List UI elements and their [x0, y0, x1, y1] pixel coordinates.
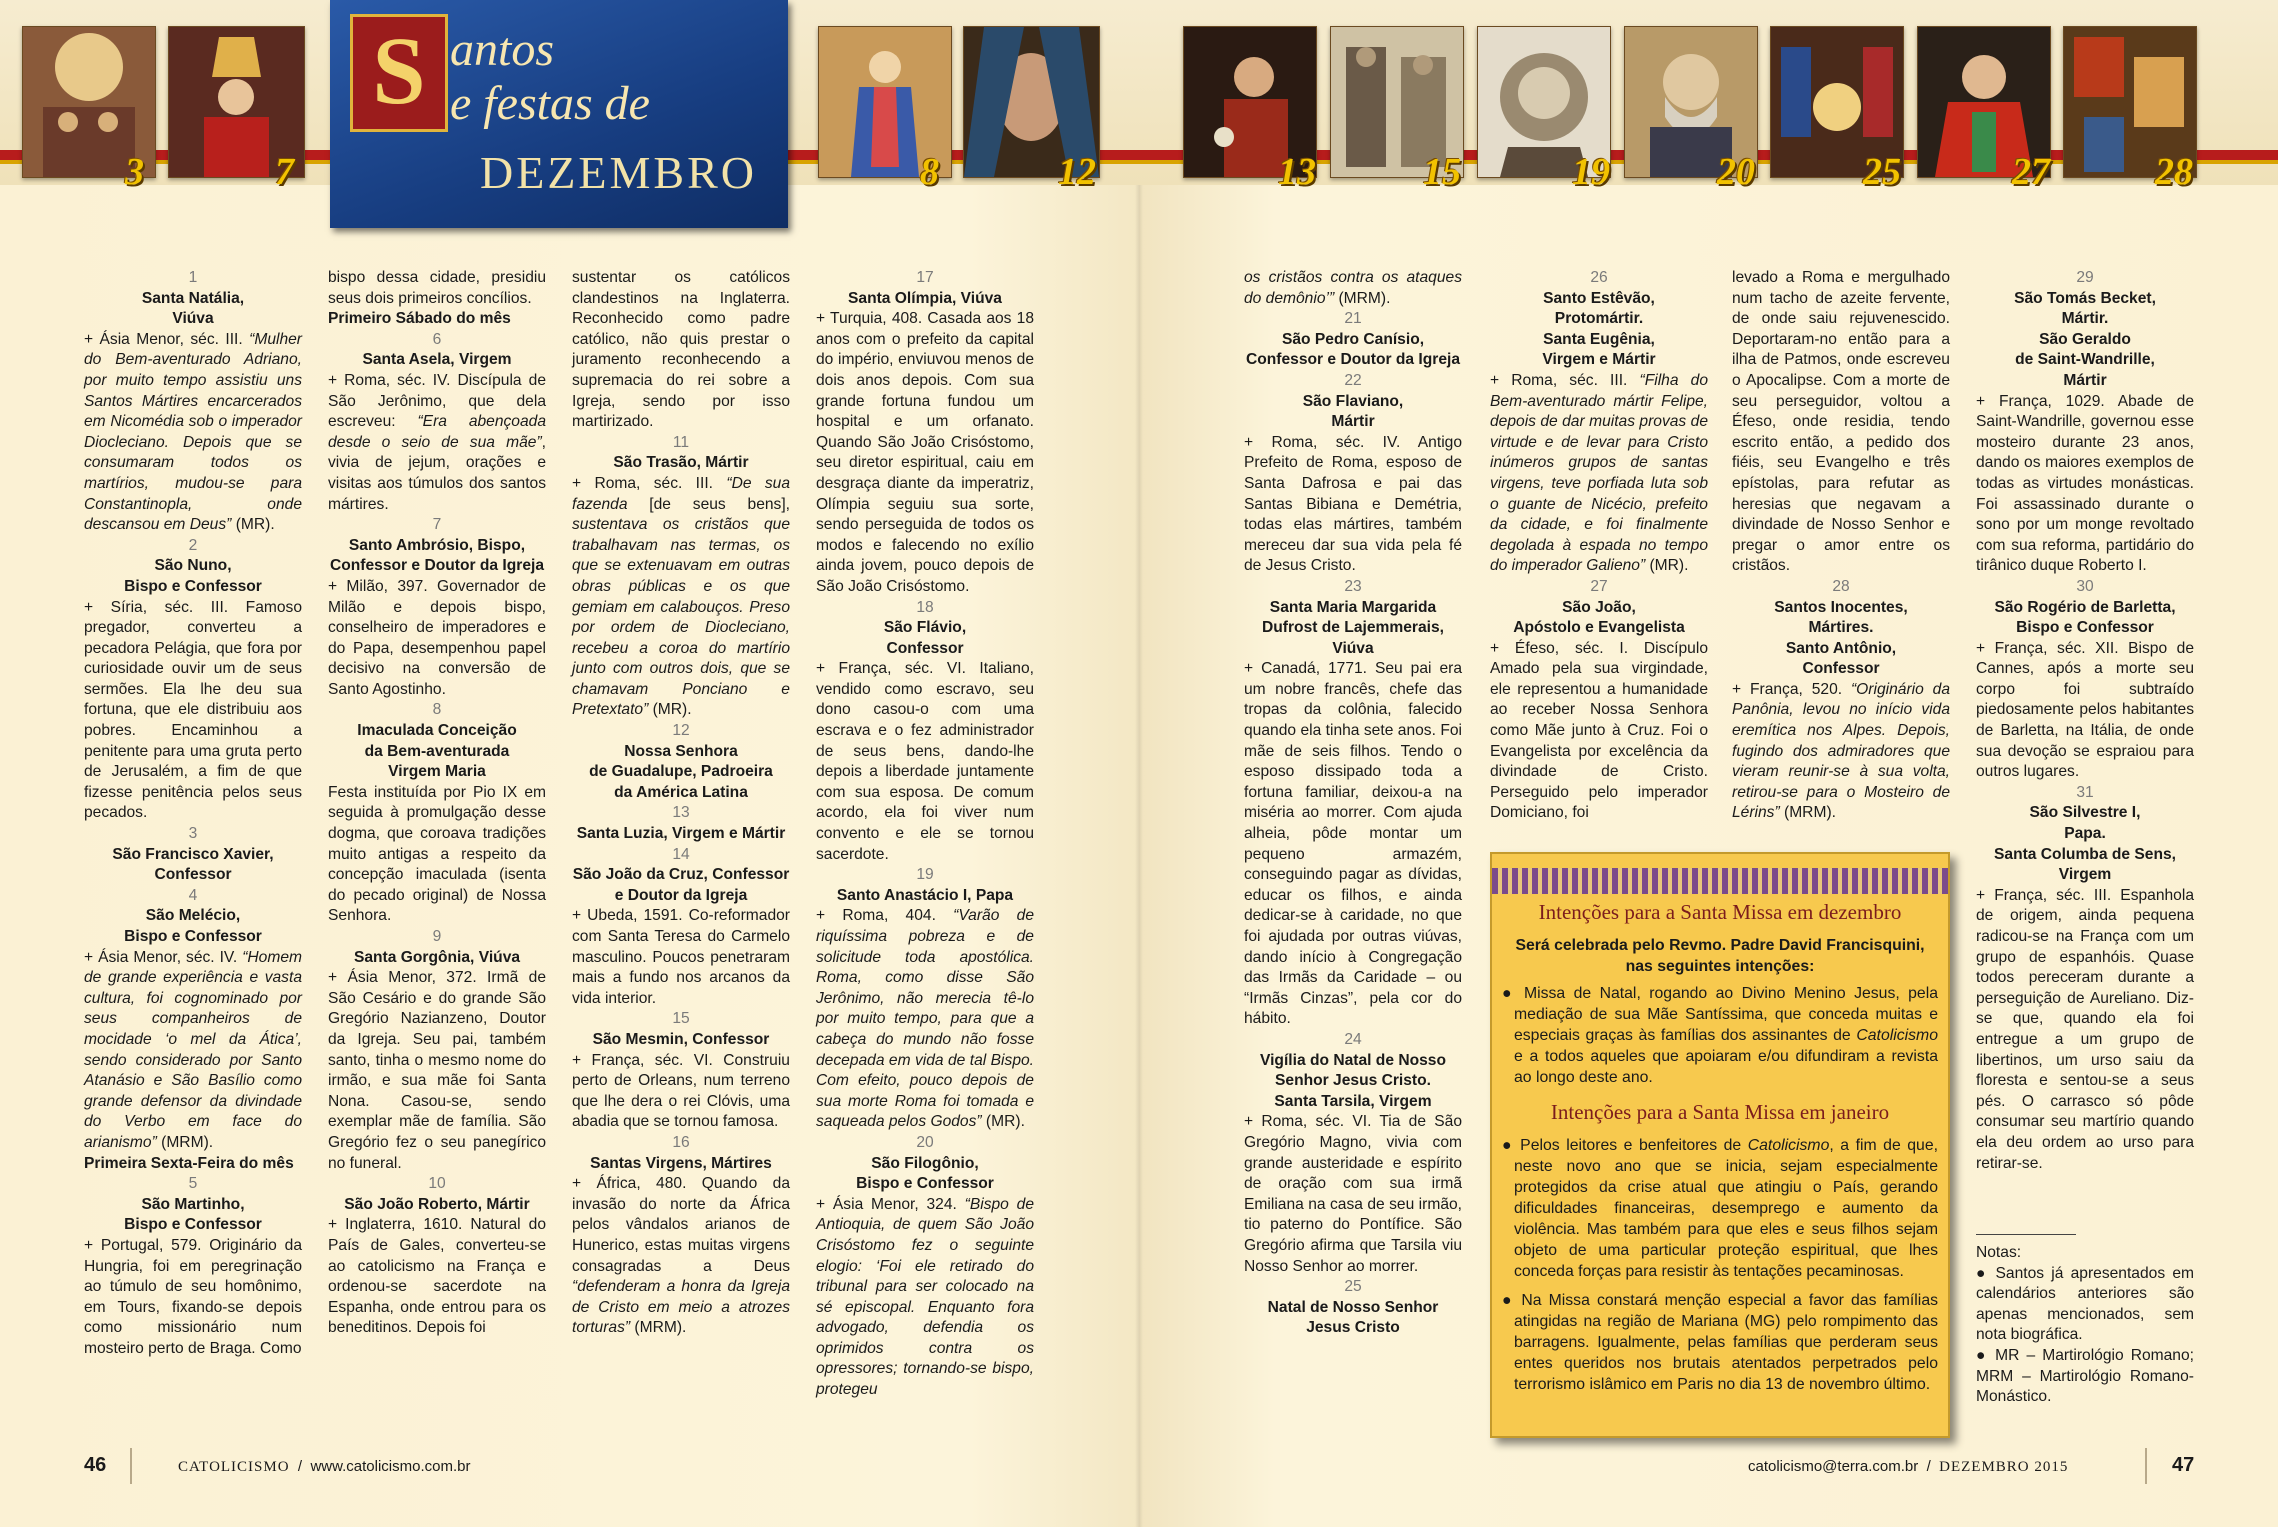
- day-number: 28: [1832, 577, 1850, 595]
- day-number: 12: [672, 722, 690, 740]
- calendar-column: [1490, 268, 1708, 824]
- day-number: 25: [1344, 1278, 1362, 1296]
- saint-bio: + Inglaterra, 1610. Natural do País de Gales, converteu-se ao catolicismo na França e ordenou-se sacerdote na Espanha, onde entrou para os beneditinos. Depois foi: [328, 1216, 546, 1337]
- page-gutter: [1135, 0, 1143, 1527]
- saint-name: São João, Apóstolo e Evangelista: [1513, 598, 1685, 637]
- saint-name: São Flávio, Confessor: [883, 619, 967, 657]
- day-number: 22: [1344, 371, 1362, 389]
- date-label: 20: [1717, 151, 1755, 193]
- box-lead: Será celebrada pelo Revmo. Padre David Francisquini, nas seguintes intenções:: [1515, 937, 1925, 975]
- saint-name: São Mesmin, Confessor: [592, 1030, 770, 1048]
- saint-name: Nossa Senhora de Guadalupe, Padroeira da América Latina: [589, 742, 773, 801]
- saint-name: Imaculada Conceição da Bem-aventurada Virgem Maria: [357, 722, 517, 781]
- email-link[interactable]: catolicismo@terra.com.br: [1748, 1458, 1919, 1475]
- saint-name: Santa Gorgônia, Viúva: [353, 948, 521, 966]
- saint-name: Santos Inocentes, Mártires. Santo Antônio, Confessor: [1774, 598, 1908, 678]
- saint-name: São Francisco Xavier, Confessor: [112, 845, 274, 884]
- saint-name: Santa Asela, Virgem: [362, 351, 512, 369]
- saint-name: Santo Anastácio I, Papa: [836, 886, 1014, 904]
- day-number: 18: [916, 598, 934, 616]
- saint-bio: + Milão, 397. Governador de Milão e depois bispo, conselheiro de imperadores e do Papa, desempenhou papel decisivo na conversão de Santo Agostinho.: [328, 577, 546, 698]
- calendar-column: [816, 268, 1034, 1401]
- saint-name: São Rogério de Barletta, Bispo e Confessor: [1994, 598, 2176, 637]
- saint-name: Santa Maria Margarida Dufrost de Lajemmerais, Viúva: [1262, 598, 1444, 657]
- title-month: DEZEMBRO: [480, 147, 757, 198]
- day-number: 16: [672, 1133, 690, 1151]
- saint-bio: + Roma, 404. “Varão de riquíssima pobreza e de solicitude toda apostólica. Roma, como disse São Jerônimo, não merecia tê-lo por muito tempo, para que a cabeça do mundo não fosse decepada em vida de tal Bispo. Com efeito, pouco depois de sua morte Roma foi tomada e saqueada pelos Godos” (MR).: [816, 907, 1035, 1131]
- calendar-column: [328, 268, 546, 1339]
- day-number: 2: [188, 536, 198, 554]
- calendar-column: [84, 268, 302, 1359]
- illuminated-initial: S: [350, 14, 448, 132]
- saint-name: São Silvestre I, Papa. Santa Columba de Sens, Virgem: [1994, 804, 2176, 884]
- decorative-border: [1492, 868, 1948, 894]
- saint-name: Santa Natália, Viúva: [141, 289, 245, 328]
- saint-bio: + Ásia Menor, séc. IV. “Homem de grande experiência e vasta cultura, foi cognominado por seus companheiros de mocidade ‘o mel da Ática’, sendo considerado por Santo Atanásio e São Basílio como grande defensor da divindade do Verbo em face do arianismo” (MRM). Primeira Sexta-Feira do mês: [84, 948, 302, 1172]
- page-number-right: 47: [2172, 1454, 2195, 1476]
- saint-name: São Trasão, Mártir: [613, 454, 749, 472]
- day-number: 29: [2076, 269, 2094, 286]
- day-number: 7: [432, 516, 442, 534]
- calendar-column: [1732, 268, 1950, 824]
- date-label: 28: [2155, 151, 2193, 193]
- issue-date: DEZEMBRO 2015: [1939, 1459, 2069, 1475]
- day-number: 5: [188, 1175, 198, 1193]
- saint-bio: + Ásia Menor, 372. Irmã de São Cesário e do grande São Gregório Nazianzeno, Doutor da Igreja. Seu pai, também santo, tinha o mesmo nome do irmão, e sua mãe foi Santa Nona. Casou-se, sendo exemplar mãe de família. São Gregório fez o seu panegírico no funeral.: [328, 969, 546, 1172]
- saint-bio: + Turquia, 408. Casada aos 18 anos com o prefeito da capital do império, enviuvou menos de dois anos depois. Com sua grande fortuna fundou um hospital e um orfanato. Quando São João Crisóstomo, seu diretor espiritual, caiu em desgraça diante da imperatriz, Olímpia seguiu sua sorte, sendo perseguida de todos os modos e falecendo no exílio ainda jovem, pouco depois de São João Crisóstomo.: [816, 310, 1034, 595]
- day-number: 20: [916, 1133, 934, 1151]
- footer-divider: [130, 1448, 132, 1484]
- footer-separator: /: [1926, 1458, 1931, 1475]
- calendar-column: [1976, 268, 2194, 1174]
- saint-bio: + Roma, séc. IV. Discípula de São Jerônimo, que dela escreveu: “Era abençoada desde o seio de sua mãe”, vivia de jejum, orações e visitas aos túmulos dos santos mártires.: [328, 371, 546, 513]
- saint-bio: + Canadá, 1771. Seu pai era um nobre francês, chefe das tropas da colônia, falecido quando ela tinha sete anos. Foi mãe de seis filhos. Tendo o esposo dissipado toda a fortuna familiar, deixou-a na miséria ao morrer. Com ajuda alheia, pôde montar um pequeno armazém, conseguindo pagar as dívidas, educar os filhos, e ainda dedicar-se à caridade, no que foi ajudada por outras viúvas, dando início à Congregação das Irmãs da Caridade – ou “Irmãs Cinzas”, pela cor do hábito.: [1244, 660, 1462, 1028]
- day-number: 15: [672, 1010, 690, 1028]
- date-label: 8: [920, 151, 939, 193]
- saint-name: São Martinho, Bispo e Confessor: [124, 1195, 262, 1234]
- saint-name: São Pedro Canísio, Confessor e Doutor da Igreja: [1245, 330, 1461, 369]
- saint-name: São Melécio, Bispo e Confessor: [124, 907, 262, 945]
- saint-bio: bispo dessa cidade, presidiu seus dois primeiros concílios. Primeiro Sábado do mês: [328, 269, 546, 328]
- intention-item: ● Pelos leitores e benfeitores de Catolicismo, a fim de que, neste novo ano que se inicia, sejam especialmente protegidos da crise atual que atingiu o País, gerando dificuldades financeiras, desemprego e aumento da violência. Mas também para que eles e seus filhos sejam objeto de uma particular proteção espiritual, que lhes conceda forças para resistir às tentações pecaminosas.: [1502, 1137, 1938, 1280]
- saint-bio: + França, 520. “Originário da Panônia, levou no início vida eremítica nos Alpes. Depois, fugindo dos admiradores que vieram reunir-se à sua volta, retirou-se para o Mosteiro de Lérins” (MRM).: [1732, 680, 1951, 822]
- saint-bio: + África, 480. Quando da invasão do norte da África pelos vândalos arianos de Hunerico, estas muitas virgens consagradas a Deus “defenderam a honra da Igreja de Cristo em meio a atrozes torturas” (MRM).: [572, 1175, 790, 1337]
- day-number: 9: [432, 928, 442, 945]
- day-number: 19: [916, 866, 934, 884]
- saint-name: São Filogônio, Bispo e Confessor: [856, 1154, 994, 1193]
- saint-bio: os cristãos contra os ataques do demônio’” (MRM).: [1244, 269, 1462, 307]
- date-label: 12: [1058, 151, 1096, 193]
- saint-bio: Festa instituída por Pio IX em seguida à promulgação desse dogma, que coroava tradições muito antigas a respeito da concepção imaculada (isenta do pecado original) de Nossa Senhora.: [328, 783, 546, 925]
- saint-bio: + França, séc. VI. Italiano, vendido como escravo, seu dono casou-o com uma escrava e o fez administrador de seus bens, dando-lhe depois a liberdade juntamente com sua esposa. De comum acordo, ela foi viver num convento e ele se tornou sacerdote.: [816, 660, 1034, 863]
- day-number: 3: [188, 825, 198, 843]
- date-label: 3: [125, 151, 144, 193]
- note-item: ● MR – Martirológio Romano; MRM – Martirológio Romano-Monástico.: [1976, 1346, 2194, 1406]
- saint-bio: sustentar os católicos clandestinos na Inglaterra. Reconhecido como padre católico, não quis prestar o juramento reconhecendo a supremacia do rei sobre a Igreja, sendo por isso martirizado.: [572, 269, 790, 431]
- saint-name: Santo Ambrósio, Bispo, Confessor e Doutor da Igreja: [329, 536, 545, 575]
- saint-bio: + França, 1029. Abade de Saint-Wandrille, governou esse mosteiro durante 23 anos, dando os maiores exemplos de todas as virtudes monásticas. Foi assassinado durante o sono por um monge revoltado com sua reforma, partidário do tirânico duque Roberto I.: [1976, 392, 2194, 575]
- saint-name: Santa Olímpia, Viúva: [848, 289, 1002, 307]
- footer-separator: /: [297, 1458, 303, 1475]
- saint-name: Santas Virgens, Mártires: [590, 1154, 772, 1172]
- footer-divider: [2145, 1448, 2147, 1484]
- mass-intentions-box: [1490, 852, 1950, 1438]
- saint-bio: levado a Roma e mergulhado num tacho de azeite fervente, de onde saiu rejuvenescido. Deportaram-no então para a ilha de Patmos, onde escreveu o Apocalipse. Com a morte de seu perseguidor, voltou a Éfeso, onde residia, tendo escrito então, a pedido dos fiéis, seu Evangelho e três epístolas, para refutar as heresias que negavam a divindade de Nosso Senhor e pregar o amor entre os cristãos.: [1732, 269, 1950, 575]
- date-label: 7: [275, 151, 294, 193]
- saint-bio: + Roma, séc. IV. Antigo Prefeito de Roma, esposo de Santa Dafrosa e pai das Santas Bibiana e Demétria, todas elas mártires, também mereceu dar sua vida pela fé de Jesus Cristo.: [1244, 433, 1462, 575]
- saint-bio: + Roma, séc. III. “De sua fazenda [de seus bens], sustentava os cristãos que trabalhavam nas termas, os que se extenuavam em outras obras públicas e os que gemiam em calabouços. Preso por ordem de Diocleciano, recebeu a coroa do martírio junto com outros dois, que se chamavam Ponciano e Pretextato” (MR).: [572, 474, 790, 719]
- date-label: 19: [1572, 151, 1610, 193]
- day-number: 21: [1344, 310, 1362, 328]
- saint-name: São João da Cruz, Confessor e Doutor da Igreja: [572, 866, 790, 904]
- saint-bio: + Ubeda, 1591. Co-reformador com Santa Teresa do Carmelo masculino. Poucos penetraram mais a fundo nos arcanos da vida interior.: [572, 907, 790, 1007]
- day-number: 30: [2076, 577, 2094, 595]
- notes-rule: [1976, 1234, 2076, 1235]
- day-number: 8: [432, 701, 442, 719]
- note-item: ● Santos já apresentados em calendários anteriores são apenas mencionados, sem nota biográfica.: [1976, 1264, 2194, 1344]
- day-number: 11: [672, 433, 690, 451]
- saint-name: Vigília do Natal de Nosso Senhor Jesus Cristo. Santa Tarsila, Virgem: [1259, 1051, 1446, 1110]
- saint-bio: + Éfeso, séc. I. Discípulo Amado pela sua virgindade, ele representou a humanidade ao receber Nossa Senhora como Mãe junto à Cruz. Foi o Evangelista por excelência da divindade de Cristo. Perseguido pelo imperador Domiciano, foi: [1490, 639, 1708, 822]
- date-label: 25: [1863, 151, 1901, 193]
- saint-bio: + França, séc. VI. Construiu perto de Orleans, num terreno que lhe dera o rei Clóvis, uma abadia que se tornou famosa.: [572, 1051, 790, 1131]
- title-text: e festas de: [450, 77, 650, 130]
- date-label: 27: [2012, 151, 2050, 193]
- saint-bio: + Síria, séc. III. Famoso pregador, converteu a pecadora Pelágia, que fora por curiosidade ouvir um de seus sermões. Ela lhe deu sua fortuna, que ele distribuiu aos pobres. Encaminhou a penitente para uma gruta perto de Jerusalém, a fim de que fizesse penitência pelos seus pecados.: [84, 598, 302, 822]
- intention-item: ● Na Missa constará menção especial a favor das famílias atingidas na região de Mariana (MG) pelo rompimento das barragens. Igualmente, pelas famílias que perderam seus entes queridos nos brutais atentados perpetrados pelo terrorismo islâmico em Paris no dia 13 de novembro último.: [1502, 1292, 1938, 1393]
- day-number: 27: [1590, 577, 1608, 595]
- saint-bio: + Portugal, 579. Originário da Hungria, foi em peregrinação ao túmulo de seu homônimo, em Tours, fixando-se depois como missionário num mosteiro perto de Braga. Como: [84, 1236, 302, 1357]
- day-number: 26: [1590, 269, 1608, 286]
- saint-bio: + Roma, séc. III. “Filha do Bem-aventurado mártir Felipe, depois de dar muitas provas de virtude e de levar para Cristo inúmeros grupos de santas virgens, teve porfiada luta sob o guante de Nicécio, prefeito da cidade, e foi finalmente degolada à espada no tempo do imperador Galieno” (MR).: [1490, 371, 1709, 575]
- saint-bio: + França, séc. III. Espanhola de origem, ainda pequena radicou-se na França com um grupo de espanhóis. Quase todos pereceram durante a perseguição de Aureliano. Diz-se que, quando ela foi entregue a um grupo de libertinos, um urso saiu da floresta e sentou-se a seus pés. O carrasco só pôde consumar seu martírio quando ela deu ordem ao urso para retirar-se.: [1976, 886, 2194, 1172]
- day-number: 17: [916, 269, 934, 286]
- saint-name: São Flaviano, Mártir: [1302, 392, 1404, 431]
- saint-name: Santa Luzia, Virgem e Mártir: [576, 825, 786, 843]
- calendar-column: [1244, 268, 1462, 1339]
- footer-left: [178, 1458, 470, 1476]
- day-number: 10: [428, 1175, 446, 1193]
- saint-name: Natal de Nosso Senhor Jesus Cristo: [1267, 1298, 1439, 1337]
- day-number: 24: [1344, 1030, 1362, 1048]
- website-link[interactable]: www.catolicismo.com.br: [310, 1458, 471, 1475]
- title-text: antos: [450, 23, 555, 76]
- day-number: 1: [188, 269, 198, 286]
- day-number: 23: [1344, 577, 1362, 595]
- saint-bio: + Roma, séc. VI. Tia de São Gregório Magno, vivia com grande austeridade e espírito de oração com sua irmã Emiliana na casa de seu irmão, tio paterno do Pontífice. São Gregório afirma que Tarsila viu Nosso Senhor ao morrer.: [1244, 1113, 1462, 1275]
- date-label: 13: [1278, 151, 1316, 193]
- page-number-left: 46: [84, 1454, 107, 1476]
- box-title-december: Intenções para a Santa Missa em dezembro: [1538, 900, 1902, 924]
- intention-item: ● Missa de Natal, rogando ao Divino Menino Jesus, pela mediação de sua Mãe Santíssima, que conceda muitas e especiais graças às famílias dos assinantes de Catolicismo e a todos aqueles que apoiaram e/ou difundiram a revista ao longo deste ano.: [1502, 985, 1938, 1086]
- day-number: 14: [672, 845, 690, 863]
- saint-bio: + Ásia Menor, 324. “Bispo de Antioquia, de quem São João Crisóstomo fez o seguinte elogio: ‘Foi ele retirado do tribunal para ser colocado na sé episcopal. Enquanto fora advogado, defendia os oprimidos contra os opressores; tornando-se bispo, protegeu: [816, 1195, 1034, 1399]
- footer-right: [1748, 1458, 2068, 1476]
- saint-name: São Nuno, Bispo e Confessor: [124, 557, 262, 595]
- day-number: 4: [188, 886, 198, 904]
- date-label: 15: [1423, 151, 1461, 193]
- day-number: 6: [432, 330, 442, 348]
- saint-bio: + Ásia Menor, séc. III. “Mulher do Bem-aventurado Adriano, por muito tempo assistiu uns Santos Mártires encarcerados em Nicomédia sob o imperador Diocleciano. Depois que se consumaram todos os martírios, mudou-se para Constantinopla, onde descansou em Deus” (MR).: [84, 330, 302, 534]
- saint-name: São Tomás Becket, Mártir. São Geraldo de Saint-Wandrille, Mártir: [2014, 289, 2156, 389]
- box-title-january: Intenções para a Santa Missa em janeiro: [1550, 1100, 1890, 1124]
- saint-bio: + França, séc. XII. Bispo de Cannes, após a morte seu corpo foi subtraído piedosamente pelos habitantes de Barletta, na Itália, de onde sua devoção se espraiou para outros lugares.: [1976, 639, 2194, 781]
- saint-name: Santo Estêvão, Protomártir. Santa Eugênia, Virgem e Mártir: [1542, 289, 1656, 369]
- saint-name: São João Roberto, Mártir: [344, 1195, 530, 1213]
- notes: [1976, 1234, 2194, 1408]
- magazine-name: CATOLICISMO: [178, 1459, 290, 1475]
- day-number: 13: [672, 804, 690, 822]
- calendar-column: [572, 268, 790, 1339]
- notes-label: Notas:: [1976, 1244, 2022, 1261]
- day-number: 31: [2076, 783, 2094, 801]
- title-box: [330, 0, 788, 228]
